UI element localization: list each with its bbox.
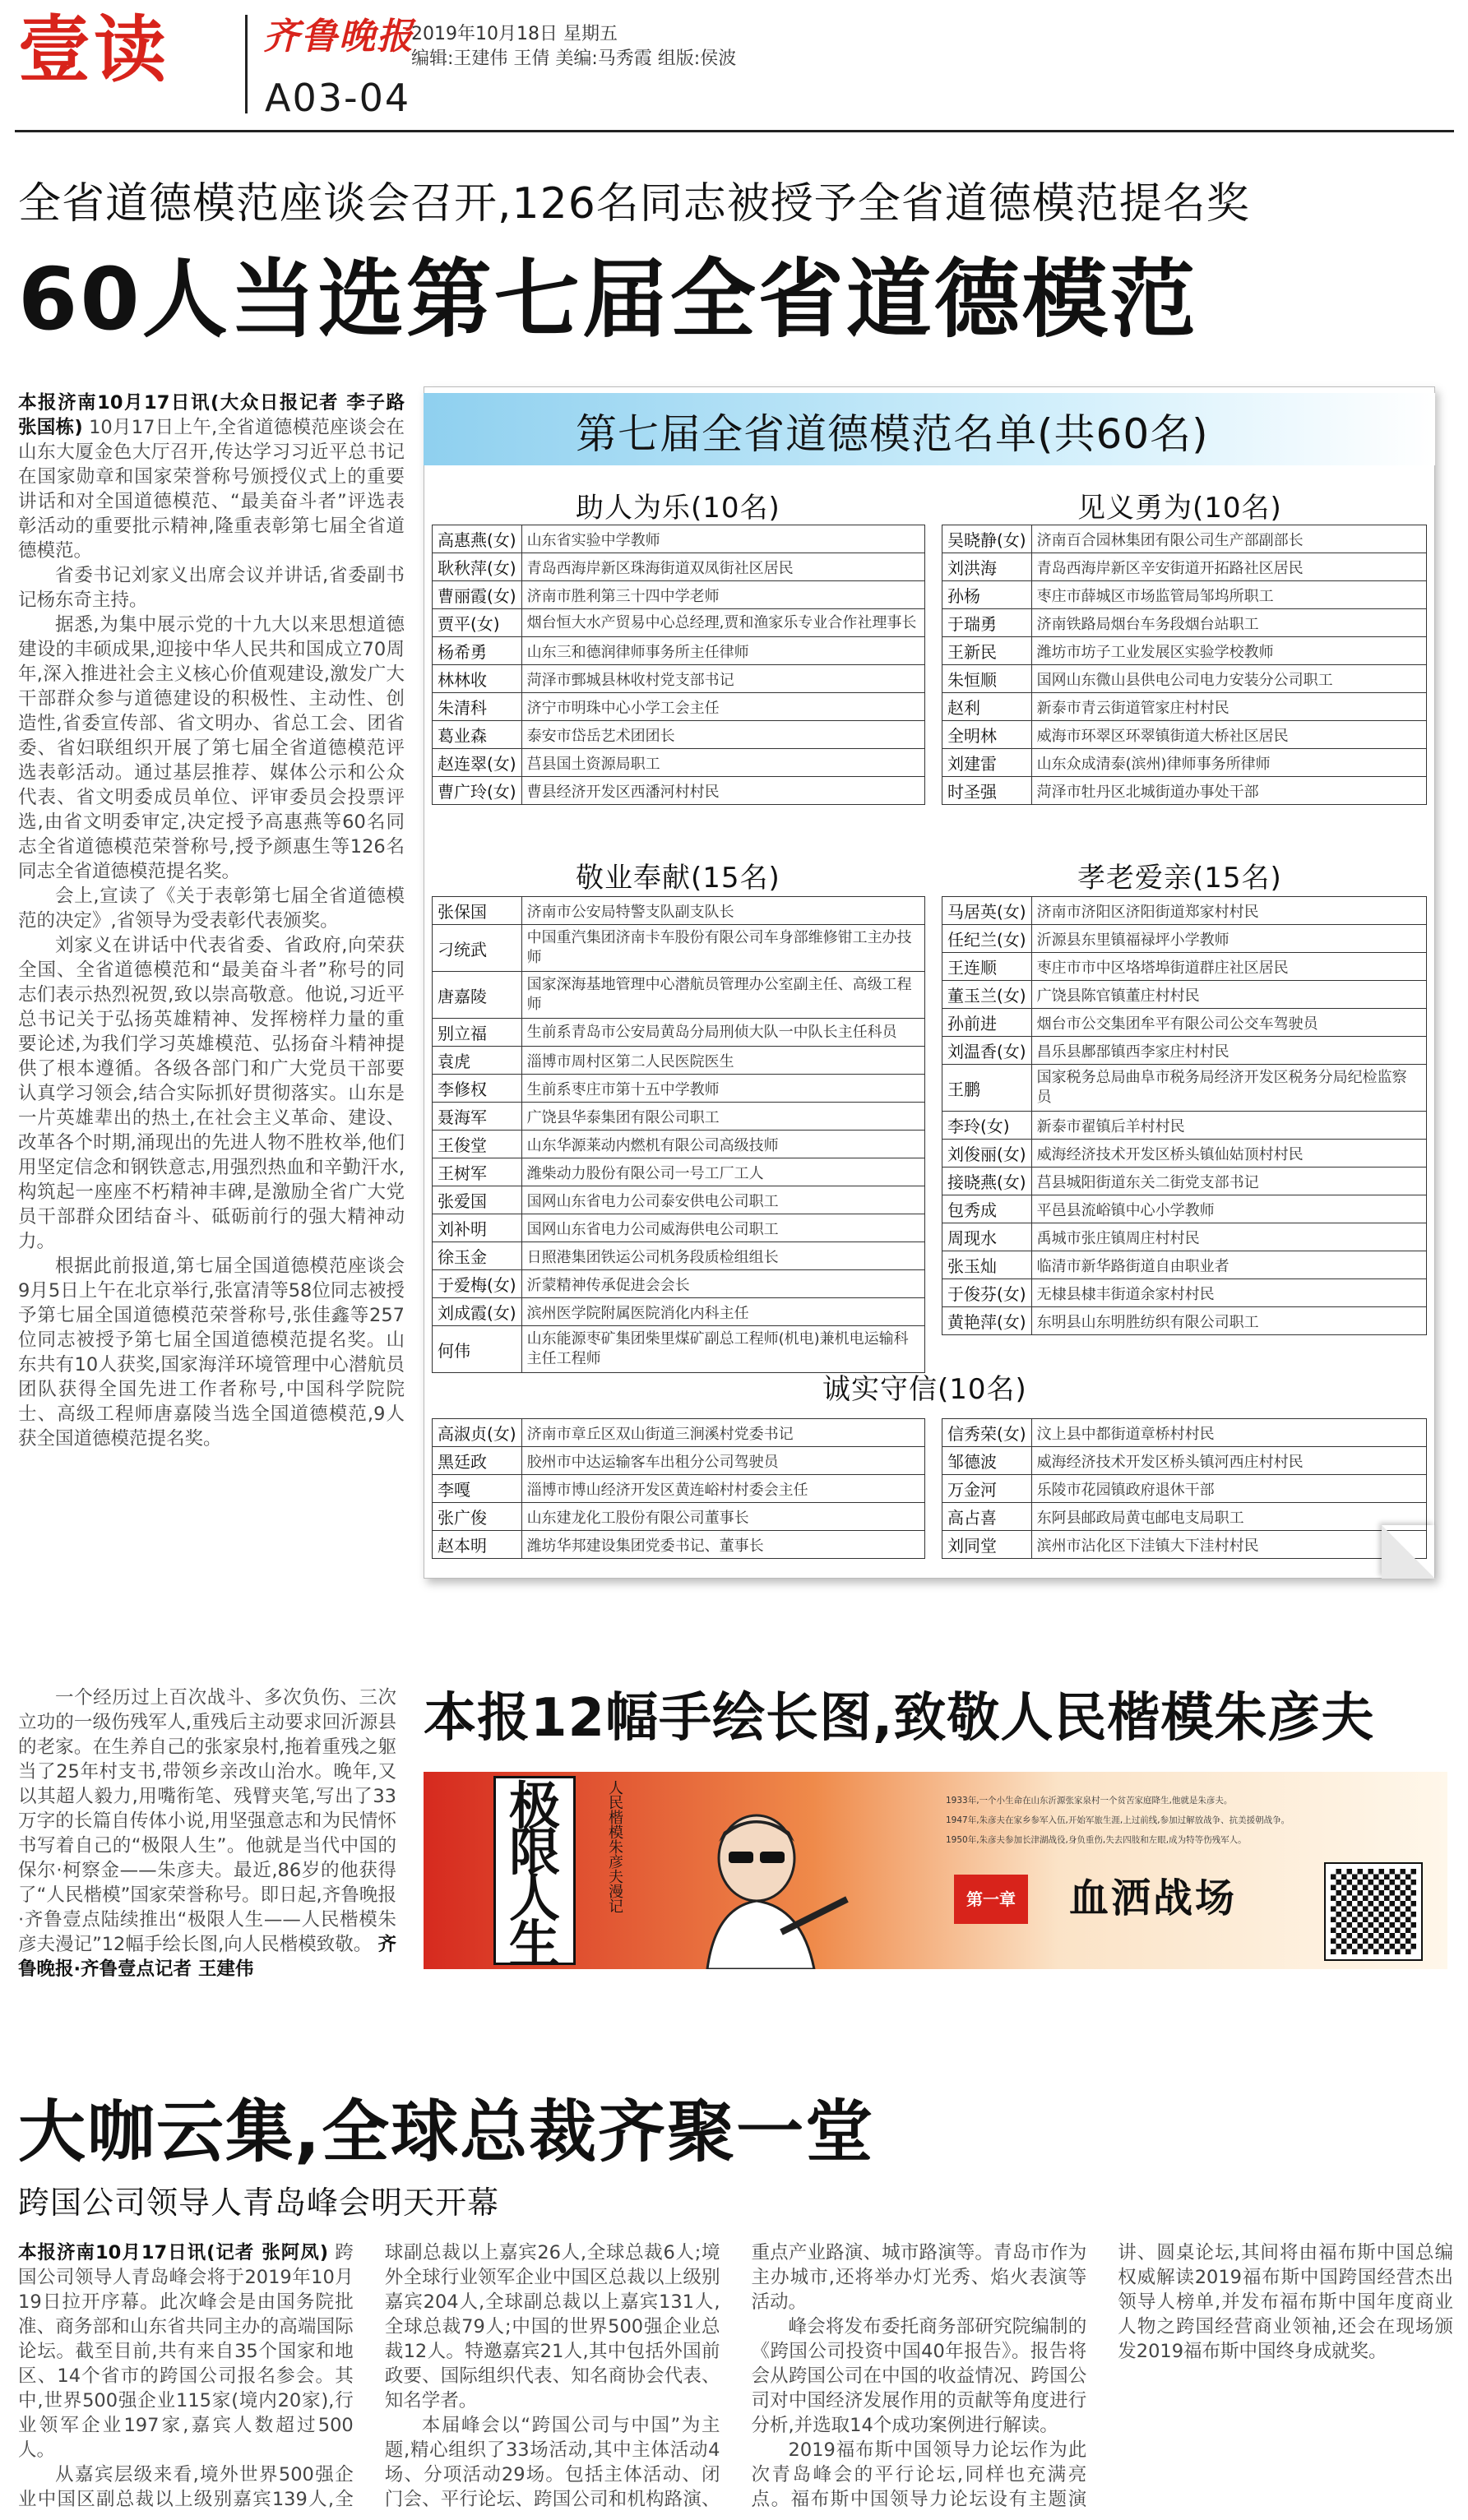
article-c-body	[18, 2240, 1453, 2516]
honoree-row	[433, 1158, 925, 1186]
honoree-row	[942, 1168, 1427, 1195]
honoree-name: 赵利	[942, 693, 1032, 721]
honor-list-title: 第七届全省道德模范名单(共60名)	[576, 410, 1209, 458]
honoree-name: 于爱梅(女)	[433, 1270, 522, 1298]
article-a-headline: 60人当选第七届全省道德模范	[18, 249, 1198, 349]
honoree-name: 王鹏	[942, 1065, 1032, 1112]
honoree-unit: 青岛西海岸新区珠海街道双凤街社区居民	[521, 553, 924, 581]
article-a-subhead: 全省道德模范座谈会召开,126名同志被授予全省道德模范提名奖	[18, 179, 1250, 229]
honoree-name: 刘补明	[433, 1214, 522, 1242]
honoree-unit: 山东能源枣矿集团柴里煤矿副总工程师(机电)兼机电运输科主任工程师	[521, 1326, 924, 1373]
honoree-name: 刘俊丽(女)	[942, 1140, 1032, 1168]
honoree-unit: 威海经济技术开发区桥头镇仙姑顶村村民	[1031, 1140, 1426, 1168]
honoree-unit: 莒县国土资源局职工	[521, 749, 924, 777]
honoree-name: 高占喜	[942, 1503, 1032, 1531]
honoree-row	[433, 1326, 925, 1373]
honoree-row	[942, 749, 1427, 777]
honoree-name: 吴晓静(女)	[942, 525, 1032, 553]
honoree-row	[433, 1447, 925, 1475]
honoree-row	[433, 897, 925, 925]
honoree-unit: 济南市公安局特警支队副支队长	[521, 897, 924, 925]
honoree-name: 张爱国	[433, 1186, 522, 1214]
honoree-unit: 东阿县邮政局黄屯邮电支局职工	[1031, 1503, 1426, 1531]
honoree-row	[433, 1103, 925, 1131]
honoree-unit: 菏泽市牡丹区北城街道办事处干部	[1031, 777, 1426, 805]
honoree-row	[942, 609, 1427, 637]
honoree-name: 于瑞勇	[942, 609, 1032, 637]
honoree-name: 信秀荣(女)	[942, 1419, 1032, 1447]
honoree-name: 刘建雷	[942, 749, 1032, 777]
honoree-unit: 生前系枣庄市第十五中学教师	[521, 1075, 924, 1103]
soldier-illustration	[658, 1809, 872, 1969]
timeline-item: 1947年,朱彦夫在家乡参军入伍,开始军旅生涯,上过前线,参加过解放战争、抗美援朝战争。	[946, 1815, 1290, 1825]
honoree-unit: 滨州医学院附属医院消化内科主任	[521, 1298, 924, 1326]
honoree-name: 王俊堂	[433, 1131, 522, 1158]
honoree-unit: 泰安市岱岳艺术团团长	[521, 721, 924, 749]
article-a-byline: 本报济南10月17日讯(大众日报记者 李子路 张国栋)	[18, 392, 405, 438]
honoree-unit: 潍坊华邦建设集团党委书记、董事长	[521, 1531, 924, 1559]
article-c-headline: 大咖云集,全球总裁齐聚一堂	[18, 2093, 875, 2171]
honoree-row	[942, 1503, 1427, 1531]
qr-code-pattern	[1331, 1869, 1416, 1954]
article-b-headline: 本报12幅手绘长图,致敬人民楷模朱彦夫	[424, 1688, 1375, 1749]
honoree-unit: 国网山东省电力公司威海供电公司职工	[521, 1214, 924, 1242]
honoree-unit: 济南市胜利第三十四中学老师	[521, 581, 924, 609]
honoree-name: 接晓燕(女)	[942, 1168, 1032, 1195]
honoree-name: 张保国	[433, 897, 522, 925]
honoree-unit: 中国重汽集团济南卡车股份有限公司车身部维修钳工主办技师	[521, 925, 924, 972]
article-c-para: 从嘉宾层级来看,境外世界500强企业中国区副总裁以上级别嘉宾139人,全球副总裁以上嘉宾26人,全球总裁6人;境外全球行业领军企业中国区总裁以上级别嘉宾204人,全球副总裁以上嘉宾131人,全球总裁79人;中国的世界500强企业总裁12人。特邀嘉宾21人,其中包括外国前政要、国际组织代表、知名商协会代表、知名学者。	[18, 2242, 720, 2510]
honoree-unit: 山东建龙化工股份有限公司董事长	[521, 1503, 924, 1531]
list-table	[942, 1418, 1427, 1559]
honoree-row	[433, 665, 925, 693]
honoree-unit: 淄博市周村区第二人民医院医生	[521, 1047, 924, 1075]
honoree-unit: 东明县山东明胜纺织有限公司职工	[1031, 1307, 1426, 1335]
article-c-subhead: 跨国公司领导人青岛峰会明天开幕	[18, 2185, 500, 2221]
honoree-name: 曹丽霞(女)	[433, 581, 522, 609]
list-table	[942, 525, 1427, 805]
article-c-para: 本届峰会以“跨国公司与中国”为主题,精心组织了33场活动,其中主体活动4场、分项活动29场。包括主体活动、闭门会、平行论坛、跨国公司和机构路演、重点产业路演、城市路演等。青岛市作为主办城市,还将举办灯光秀、焰火表演等活动。	[384, 2242, 1087, 2510]
honoree-name: 全明林	[942, 721, 1032, 749]
honoree-unit: 广饶县陈官镇董庄村村民	[1031, 981, 1426, 1009]
honoree-unit: 山东华源莱动内燃机有限公司高级技师	[521, 1131, 924, 1158]
article-a-para: 会上,宣读了《关于表彰第七届全省道德模范的决定》,省领导为受表彰代表颁奖。	[18, 885, 405, 932]
honoree-name: 马居英(女)	[942, 897, 1032, 925]
honoree-name: 孙前进	[942, 1009, 1032, 1037]
honoree-unit: 曹县经济开发区西潘河村村民	[521, 777, 924, 805]
honoree-name: 刘成霞(女)	[433, 1298, 522, 1326]
honoree-unit: 烟台市公交集团牟平有限公司公交车驾驶员	[1031, 1009, 1426, 1037]
honoree-row	[433, 693, 925, 721]
honoree-row	[942, 1009, 1427, 1037]
timeline-item: 1950年,朱彦夫参加长津湖战役,身负重伤,失去四肢和左眼,成为特等伤残军人。	[946, 1835, 1247, 1845]
honoree-unit: 潍柴动力股份有限公司一号工厂工人	[521, 1158, 924, 1186]
honoree-row	[942, 693, 1427, 721]
honoree-unit: 滨州市沾化区下洼镇大下洼村村民	[1031, 1531, 1426, 1559]
honoree-unit: 国网山东省电力公司泰安供电公司职工	[521, 1186, 924, 1214]
honoree-row	[942, 1447, 1427, 1475]
article-b-para: 一个经历过上百次战斗、多次负伤、三次立功的一级伤残军人,重残后主动要求回沂源县的老家。在生养自己的张家泉村,拖着重残之躯当了25年村支书,带领乡亲改山治水。晚年,又以其超人毅力,用嘴衔笔、残臂夹笔,写出了33万字的长篇自传体小说,用坚强意志和为民情怀书写着自己的“极限人生”。他就是当代中国的保尔·柯察金——朱彦夫。最近,86岁的他获得了“人民楷模”国家荣誉称号。即日起,齐鲁晚报·齐鲁壹点陆续推出“极限人生——人民楷模朱彦夫漫记”12幅手绘长图,向人民楷模致敬。 齐鲁晚报·齐鲁壹点记者 王建伟	[18, 1687, 396, 1980]
honoree-name: 耿秋萍(女)	[433, 553, 522, 581]
honoree-name: 孙杨	[942, 581, 1032, 609]
honoree-name: 聂海军	[433, 1103, 522, 1131]
honoree-unit: 山东众成清泰(滨州)律师事务所律师	[1031, 749, 1426, 777]
masthead-rule	[15, 130, 1454, 132]
honoree-row	[433, 637, 925, 665]
banner-series-title: 极限人生	[493, 1776, 576, 1965]
honoree-name: 刘洪海	[942, 553, 1032, 581]
honoree-row	[433, 721, 925, 749]
honoree-name: 董玉兰(女)	[942, 981, 1032, 1009]
honoree-row	[942, 1475, 1427, 1503]
honoree-row	[433, 1214, 925, 1242]
honoree-name: 李嘎	[433, 1475, 522, 1503]
honoree-unit: 枣庄市薛城区市场监管局邹坞所职工	[1031, 581, 1426, 609]
honoree-row	[942, 1037, 1427, 1065]
honoree-row	[433, 1242, 925, 1270]
honoree-unit: 济南百合园林集团有限公司生产部副部长	[1031, 525, 1426, 553]
honoree-unit: 平邑县流峪镇中心小学教师	[1031, 1195, 1426, 1223]
honoree-row	[942, 1531, 1427, 1559]
honoree-row	[942, 1065, 1427, 1112]
list-section-title: 孝老爱亲(15名)	[1077, 862, 1282, 895]
honoree-name: 曹广玲(女)	[433, 777, 522, 805]
masthead-divider	[245, 15, 248, 113]
honoree-row	[942, 637, 1427, 665]
honoree-unit: 生前系青岛市公安局黄岛分局刑侦大队一中队长主任科员	[521, 1019, 924, 1047]
honoree-name: 张玉灿	[942, 1251, 1032, 1279]
article-a-para: 10月17日上午,全省道德模范座谈会在山东大厦金色大厅召开,传达学习习近平总书记在国家勋章和国家荣誉称号颁授仪式上的重要讲话和对全国道德模范、“最美奋斗者”评选表彰活动的重要批示精神,隆重表彰第七届全省道德模范。	[18, 417, 405, 562]
honoree-name: 王新民	[942, 637, 1032, 665]
honoree-name: 唐嘉陵	[433, 972, 522, 1019]
honoree-row	[433, 1075, 925, 1103]
honoree-unit: 广饶县华泰集团有限公司职工	[521, 1103, 924, 1131]
honoree-name: 高惠燕(女)	[433, 525, 522, 553]
honoree-row	[433, 972, 925, 1019]
editor-credits: 编辑:王建伟 王倩 美编:马秀霞 组版:侯波	[411, 49, 737, 69]
honoree-unit: 沂蒙精神传承促进会会长	[521, 1270, 924, 1298]
list-table	[432, 525, 925, 805]
article-c-byline: 本报济南10月17日讯(记者 张阿凤)	[18, 2242, 329, 2263]
honoree-name: 黑廷政	[433, 1447, 522, 1475]
honoree-unit: 国网山东微山县供电公司电力安装分公司职工	[1031, 665, 1426, 693]
honoree-row	[942, 581, 1427, 609]
honoree-row	[433, 1475, 925, 1503]
banner-chapter-label: 第一章	[954, 1875, 1028, 1924]
honoree-row	[433, 777, 925, 805]
article-a-body	[18, 391, 405, 1591]
honoree-row	[942, 553, 1427, 581]
list-table	[432, 896, 925, 1373]
timeline-item: 1933年,一个小生命在山东沂源张家泉村一个贫苦家庭降生,他就是朱彦夫。	[946, 1796, 1233, 1806]
honoree-row	[433, 1531, 925, 1559]
honoree-name: 杨希勇	[433, 637, 522, 665]
article-c-para: 2019福布斯中国领导力论坛作为此次青岛峰会的平行论坛,同样也充满亮点。福布斯中国领导力论坛设有主题演讲、圆桌论坛,其间将由福布斯中国总编权威解读2019福布斯中国跨国经营杰出领导人榜单,并发布福布斯中国年度商业人物之跨国经营商业领袖,还会在现场颁发2019福布斯中国终身成就奖。	[751, 2242, 1453, 2510]
honoree-row	[942, 1223, 1427, 1251]
article-b-credit: 齐鲁晚报·齐鲁壹点记者 王建伟	[18, 1934, 396, 1980]
honoree-unit: 昌乐县鄌郚镇西李家庄村村民	[1031, 1037, 1426, 1065]
honoree-name: 黄艳萍(女)	[942, 1307, 1032, 1335]
honoree-name: 林林收	[433, 665, 522, 693]
honoree-row	[942, 1279, 1427, 1307]
honoree-unit: 胶州市中达运输客车出租分公司驾驶员	[521, 1447, 924, 1475]
honoree-row	[433, 553, 925, 581]
honoree-name: 赵本明	[433, 1531, 522, 1559]
honoree-unit: 枣庄市市中区垎塔埠街道群庄社区居民	[1031, 953, 1426, 981]
honoree-name: 何伟	[433, 1326, 522, 1373]
honoree-unit: 乐陵市花园镇政府退休干部	[1031, 1475, 1426, 1503]
list-table	[942, 896, 1427, 1335]
article-a-para: 根据此前报道,第七届全国道德模范座谈会9月5日上午在北京举行,张富清等58位同志被授予第七届全国道德模范荣誉称号,张佳鑫等257位同志被授予第七届全国道德模范提名奖。山东共有10人获奖,国家海洋环境管理中心潜航员团队获得全国先进工作者称号,中国科学院院士、高级工程师唐嘉陵当选全国道德模范,9人获全国道德模范提名奖。	[18, 1255, 405, 1450]
honoree-unit: 国家税务总局曲阜市税务局经济开发区税务分局纪检监察员	[1031, 1065, 1426, 1112]
article-c-lead: 本报济南10月17日讯(记者 张阿凤) 跨国公司领导人青岛峰会将于2019年10月19日拉开序幕。此次峰会是由国务院批准、商务部和山东省共同主办的高端国际论坛。截至目前,共有来自35个国家和地区、14个省市的跨国公司报名参会。其中,世界500强企业115家(境内20家),行业领军企业197家,嘉宾人数超过500人。	[18, 2242, 354, 2461]
honoree-unit: 济南市济阳区济阳街道郑家村村民	[1031, 897, 1426, 925]
honoree-unit: 新泰市青云街道管家庄村村民	[1031, 693, 1426, 721]
honoree-unit: 青岛西海岸新区辛安街道开拓路社区居民	[1031, 553, 1426, 581]
honoree-row	[433, 749, 925, 777]
honoree-row	[942, 1140, 1427, 1168]
article-a-para: 据悉,为集中展示党的十九大以来思想道德建设的丰硕成果,迎接中华人民共和国成立70周年,深入推进社会主义核心价值观建设,激发广大干部群众参与道德建设的积极性、主动性、创造性,省委宣传部、省文明办、省总工会、团省委、省妇联组织开展了第七届全省道德模范评选表彰活动。通过基层推荐、媒体公示和公众代表、省文明委成员单位、评审委员会投票评选,由省文明委审定,决定授予高惠燕等60名同志全省道德模范荣誉称号,授予颜惠生等126名同志全省道德模范提名奖。	[18, 614, 405, 882]
honoree-unit: 无棣县棣丰街道余家村村民	[1031, 1279, 1426, 1307]
honoree-name: 贾平(女)	[433, 609, 522, 637]
page-code: A03-04	[265, 76, 411, 120]
honoree-unit: 山东省实验中学教师	[521, 525, 924, 553]
honoree-name: 葛业森	[433, 721, 522, 749]
honoree-unit: 山东三和德润律师事务所主任律师	[521, 637, 924, 665]
paper-logo: 齐鲁晚报	[263, 16, 414, 58]
honoree-unit: 济南铁路局烟台车务段烟台站职工	[1031, 609, 1426, 637]
honoree-row	[942, 1112, 1427, 1140]
honoree-row	[942, 925, 1427, 953]
honoree-row	[942, 721, 1427, 749]
honoree-row	[433, 1186, 925, 1214]
list-section-title: 敬业奉献(15名)	[576, 862, 780, 895]
honoree-unit: 济南市章丘区双山街道三涧溪村党委书记	[521, 1419, 924, 1447]
honoree-row	[942, 1251, 1427, 1279]
honoree-unit: 临清市新华路街道自由职业者	[1031, 1251, 1426, 1279]
honoree-unit: 菏泽市鄄城县林收村党支部书记	[521, 665, 924, 693]
honoree-name: 徐玉金	[433, 1242, 522, 1270]
honoree-unit: 威海市环翠区环翠镇街道大桥社区居民	[1031, 721, 1426, 749]
article-c-para: 峰会将发布委托商务部研究院编制的《跨国公司投资中国40年报告》。报告将会从跨国公司在中国的收益情况、跨国公司对中国经济发展作用的贡献等角度进行分析,并选取14个成功案例进行解读。	[751, 2316, 1087, 2436]
list-section-title: 诚实守信(10名)	[822, 1373, 1027, 1406]
honoree-row	[942, 981, 1427, 1009]
honoree-unit: 沂源县东里镇福禄坪小学教师	[1031, 925, 1426, 953]
honoree-row	[433, 925, 925, 972]
honoree-unit: 莒县城阳街道东关二街党支部书记	[1031, 1168, 1426, 1195]
list-table	[432, 1418, 925, 1559]
honoree-name: 刘同堂	[942, 1531, 1032, 1559]
honoree-unit: 济宁市明珠中心小学工会主任	[521, 693, 924, 721]
honoree-name: 王连顺	[942, 953, 1032, 981]
honoree-row	[942, 525, 1427, 553]
honoree-unit: 汶上县中都街道章桥村村民	[1031, 1419, 1426, 1447]
honoree-name: 刁统武	[433, 925, 522, 972]
honoree-row	[433, 1019, 925, 1047]
honoree-row	[433, 1047, 925, 1075]
honoree-unit: 威海经济技术开发区桥头镇河西庄村村民	[1031, 1447, 1426, 1475]
honoree-row	[942, 777, 1427, 805]
honoree-unit: 日照港集团铁运公司机务段质检组组长	[521, 1242, 924, 1270]
honoree-unit: 烟台恒大水产贸易中心总经理,贾和渔家乐专业合作社理事长	[521, 609, 924, 637]
honoree-name: 邹德波	[942, 1447, 1032, 1475]
honoree-row	[433, 1503, 925, 1531]
honoree-name: 王树军	[433, 1158, 522, 1186]
honoree-row	[942, 1307, 1427, 1335]
issue-date: 2019年10月18日 星期五	[411, 24, 618, 44]
banner-series-subtitle: 人民楷模朱彦夫漫记	[606, 1780, 623, 1913]
honoree-row	[433, 1270, 925, 1298]
list-section-title: 助人为乐(10名)	[576, 492, 780, 525]
honoree-row	[433, 1419, 925, 1447]
honoree-name: 赵连翠(女)	[433, 749, 522, 777]
honoree-unit: 潍坊市坊子工业发展区实验学校教师	[1031, 637, 1426, 665]
honoree-name: 包秀成	[942, 1195, 1032, 1223]
panel-page-curl	[1382, 1525, 1435, 1579]
article-a-lead	[18, 391, 405, 563]
banner-chapter-title: 血洒战场	[1069, 1875, 1238, 1921]
article-a-para: 刘家义在讲话中代表省委、省政府,向荣获全国、全省道德模范和“最美奋斗者”称号的同志们表示热烈祝贺,致以崇高敬意。他说,习近平总书记关于弘扬英雄精神、发挥榜样力量的重要论述,为我们学习英雄模范、弘扬奋斗精神提供了根本遵循。各级各部门和广大党员干部要认真学习领会,结合实际抓好贯彻落实。山东是一片英雄辈出的热土,在社会主义革命、建设、改革各个时期,涌现出的先进人物不胜枚举,他们用坚定信念和钢铁意志,用强烈热血和辛勤汗水,构筑起一座座不朽精神丰碑,是激励全省广大党员干部群众团结奋斗、砥砺前行的强大精神动力。	[18, 935, 405, 1252]
article-a-para: 省委书记刘家义出席会议并讲话,省委副书记杨东奇主持。	[18, 565, 405, 611]
honoree-row	[942, 1195, 1427, 1223]
honoree-name: 张广俊	[433, 1503, 522, 1531]
honoree-row	[942, 953, 1427, 981]
honoree-name: 于俊芬(女)	[942, 1279, 1032, 1307]
honoree-name: 李修权	[433, 1075, 522, 1103]
honoree-row	[942, 665, 1427, 693]
article-b-body	[18, 1685, 396, 2047]
honoree-name: 别立福	[433, 1019, 522, 1047]
honoree-row	[942, 1419, 1427, 1447]
honoree-name: 周现水	[942, 1223, 1032, 1251]
honoree-row	[433, 1298, 925, 1326]
honoree-row	[433, 609, 925, 637]
honoree-name: 袁虎	[433, 1047, 522, 1075]
honoree-row	[433, 1131, 925, 1158]
section-name: 壹读	[18, 7, 170, 92]
honoree-name: 万金河	[942, 1475, 1032, 1503]
honoree-name: 刘温香(女)	[942, 1037, 1032, 1065]
honoree-name: 朱恒顺	[942, 665, 1032, 693]
honoree-unit: 国家深海基地管理中心潜航员管理办公室副主任、高级工程师	[521, 972, 924, 1019]
honoree-name: 高淑贞(女)	[433, 1419, 522, 1447]
honoree-unit: 禹城市张庄镇周庄村村民	[1031, 1223, 1426, 1251]
honoree-name: 任纪兰(女)	[942, 925, 1032, 953]
list-section-title: 见义勇为(10名)	[1077, 492, 1282, 525]
honoree-name: 时圣强	[942, 777, 1032, 805]
honoree-name: 李玲(女)	[942, 1112, 1032, 1140]
honoree-row	[433, 581, 925, 609]
honoree-name: 朱清科	[433, 693, 522, 721]
honoree-unit: 新泰市翟镇后羊村村民	[1031, 1112, 1426, 1140]
honoree-row	[433, 525, 925, 553]
honoree-unit: 淄博市博山经济开发区黄连峪村村委会主任	[521, 1475, 924, 1503]
honoree-row	[942, 897, 1427, 925]
banner-timeline	[946, 1791, 1357, 1850]
